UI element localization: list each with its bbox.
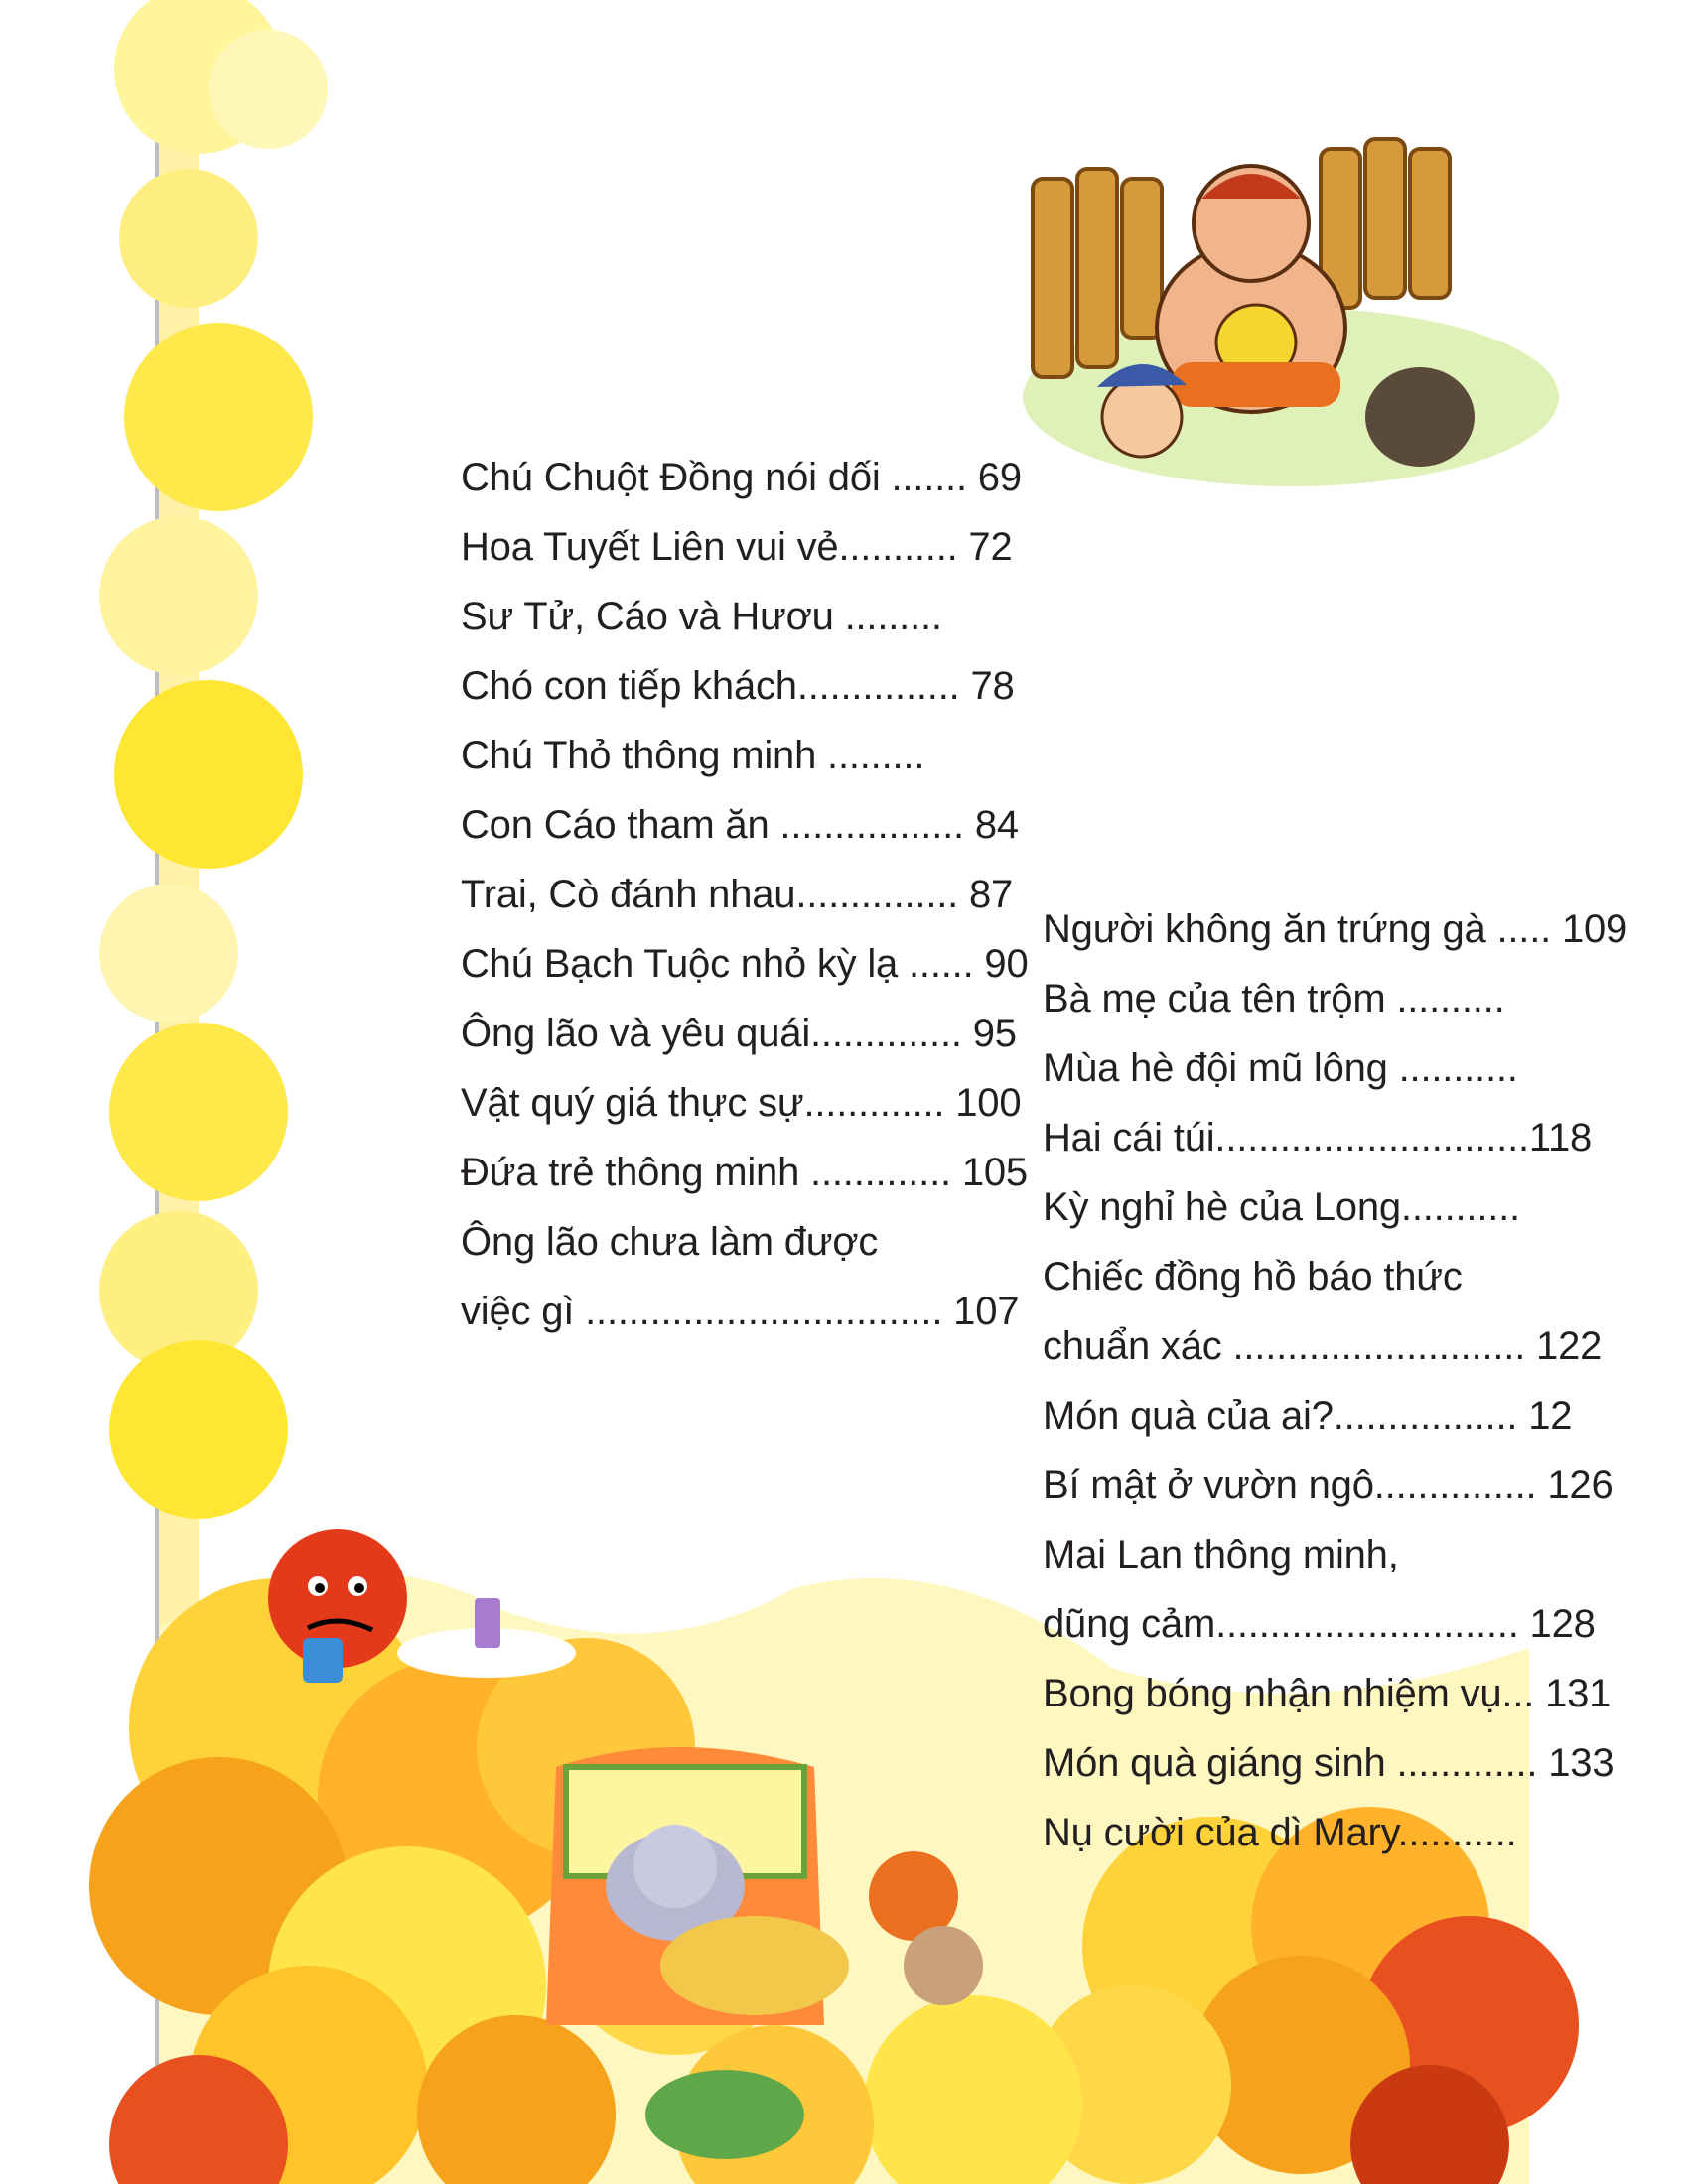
toc-entry: Kỳ nghỉ hè của Long........... — [1043, 1185, 1520, 1229]
toc-entry: Sư Tử, Cáo và Hươu ......... — [461, 595, 942, 638]
toc-entry: Ông lão và yêu quái.............. 95 — [461, 1012, 1017, 1055]
toc-entry: Chiếc đồng hồ báo thức — [1043, 1255, 1463, 1298]
toc-entry: Vật quý giá thực sự............. 100 — [461, 1081, 1022, 1125]
toc-entry: chuẩn xác ........................... 122 — [1043, 1324, 1603, 1368]
toc-entry: Bong bóng nhận nhiệm vụ... 131 — [1043, 1672, 1612, 1715]
toc-column-left — [461, 443, 1029, 1346]
toc-entry: Người không ăn trứng gà ..... 109 — [1043, 907, 1628, 951]
toc-entry: Món quà của ai?................. 12 — [1043, 1394, 1573, 1437]
toc-entry: Con Cáo tham ăn ................. 84 — [461, 803, 1019, 847]
toc-entry: Mai Lan thông minh, — [1043, 1533, 1399, 1576]
toc-entry: Ông lão chưa làm được — [461, 1220, 879, 1264]
toc-entry: Chú Thỏ thông minh ......... — [461, 734, 925, 777]
toc-entry: Đứa trẻ thông minh ............. 105 — [461, 1151, 1028, 1194]
toc-entry: Chú Bạch Tuộc nhỏ kỳ lạ ...... 90 — [461, 942, 1029, 986]
toc-column-right — [1043, 894, 1627, 1867]
toc-entry: Chó con tiếp khách............... 78 — [461, 664, 1015, 708]
toc-entry: việc gì ................................. 107 — [461, 1290, 1020, 1333]
toc-entry: Món quà giáng sinh ............. 133 — [1043, 1741, 1615, 1785]
ogre-and-boy-illustration — [993, 129, 1569, 496]
toc-entry: Hoa Tuyết Liên vui vẻ........... 72 — [461, 525, 1013, 569]
toc-entry: Trai, Cò đánh nhau............... 87 — [461, 873, 1014, 916]
book-page — [159, 0, 1628, 2184]
toc-entry: Chú Chuột Đồng nói dối ....... 69 — [461, 456, 1022, 499]
toc-entry: Bí mật ở vườn ngô............... 126 — [1043, 1463, 1614, 1507]
toc-entry: Hai cái túi.............................118 — [1043, 1116, 1593, 1160]
toc-entry: Bà mẹ của tên trộm .......... — [1043, 977, 1505, 1021]
toc-entry: Mùa hè đội mũ lông ........... — [1043, 1046, 1518, 1090]
toc-entry: dũng cảm............................ 128 — [1043, 1602, 1596, 1646]
toc-entry: Nụ cười của dì Mary........... — [1043, 1811, 1517, 1854]
